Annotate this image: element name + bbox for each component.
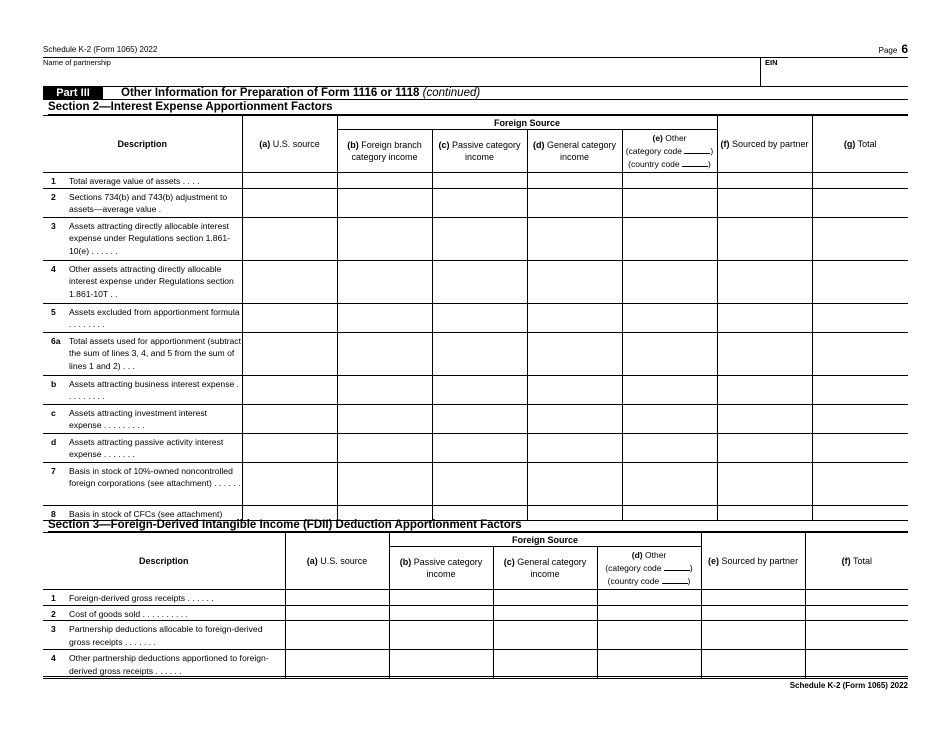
cell-a[interactable] [242,375,337,404]
cell-c[interactable] [432,188,527,217]
cell-a[interactable] [242,260,337,303]
cell-f[interactable] [717,188,812,217]
row-description: 3 Assets attracting directly allocable interest expense under Regulations section 1.861-10(e) . . . . . . [43,217,242,260]
cell-d[interactable] [527,303,622,332]
section-2-heading: Section 2—Interest Expense Apportionment Factors [48,100,908,115]
table-row [43,404,908,433]
cell-e[interactable] [701,621,805,650]
cell-a[interactable] [285,621,389,650]
cell-b[interactable] [337,462,432,505]
row-description: 6a Total assets used for apportionment (subtract the sum of lines 3, 4, and 5 from the sum of lines 1 and 2) . . . [43,332,242,375]
cell-f[interactable] [717,217,812,260]
cell-b[interactable] [389,650,493,679]
table-row [43,621,908,650]
cell-f[interactable] [717,332,812,375]
cell-a[interactable] [242,462,337,505]
s2-country-code-input[interactable] [682,158,708,167]
cell-a[interactable] [242,404,337,433]
s2-col-f-header: (f) Sourced by partner [717,116,812,173]
s2-col-g-header: (g) Total [812,116,908,173]
cell-f[interactable] [717,260,812,303]
row-description: b Assets attracting business interest expense . . . . . . . . . [43,375,242,404]
cell-c[interactable] [432,462,527,505]
section-3-table [43,532,908,679]
s2-col-e-header: (e) Other (category code ) (country code ) [622,130,717,173]
cell-g[interactable] [812,375,908,404]
form-footer [43,676,908,690]
row-description: 4 Other assets attracting directly allocable interest expense under Regulations section 1.861-10T . . [43,260,242,303]
cell-f[interactable] [717,433,812,462]
cell-e[interactable] [622,217,717,260]
s3-description-header: Description [43,533,285,590]
table-row [43,217,908,260]
cell-a[interactable] [285,605,389,621]
cell-d[interactable] [527,260,622,303]
cell-b[interactable] [337,173,432,189]
cell-a[interactable] [242,303,337,332]
s3-foreign-source-header: Foreign Source [389,533,701,547]
cell-c[interactable] [493,650,597,679]
cell-e[interactable] [622,462,717,505]
cell-f[interactable] [805,590,908,606]
table-row [43,332,908,375]
s2-col-c-header: (c) Passive category income [432,130,527,173]
s3-col-b-header: (b) Passive category income [389,547,493,590]
cell-d[interactable] [527,217,622,260]
cell-b[interactable] [337,217,432,260]
table-row [43,590,908,606]
cell-d[interactable] [527,462,622,505]
s3-col-d-header: (d) Other (category code ) (country code ) [597,547,701,590]
cell-g[interactable] [812,462,908,505]
cell-d[interactable] [597,590,701,606]
ein-field[interactable]: EIN [760,57,778,87]
s2-col-d-header: (d) General category income [527,130,622,173]
cell-a[interactable] [242,173,337,189]
form-name: Schedule K-2 (Form 1065) 2022 [43,45,158,54]
row-description: 3 Partnership deductions allocable to foreign-derived gross receipts . . . . . . . [43,621,285,650]
cell-f[interactable] [717,375,812,404]
cell-c[interactable] [493,621,597,650]
row-description: c Assets attracting investment interest expense . . . . . . . . . [43,404,242,433]
s3-category-code-input[interactable] [664,562,690,571]
row-description: 4 Other partnership deductions apportioned to foreign-derived gross receipts . . . . . . [43,650,285,679]
cell-b[interactable] [337,188,432,217]
page-number: 6 [901,42,908,56]
section-2-table [43,115,908,521]
cell-e[interactable] [622,260,717,303]
cell-f[interactable] [805,650,908,679]
row-description: 2 Cost of goods sold . . . . . . . . . . [43,605,285,621]
cell-f[interactable] [805,621,908,650]
section-3-heading: Section 3—Foreign-Derived Intangible Income (FDII) Deduction Apportionment Factors [48,518,908,532]
table-row [43,173,908,189]
cell-f[interactable] [805,605,908,621]
cell-g[interactable] [812,260,908,303]
cell-f[interactable] [717,462,812,505]
cell-d[interactable] [597,621,701,650]
cell-d[interactable] [527,375,622,404]
cell-b[interactable] [337,433,432,462]
cell-e[interactable] [622,303,717,332]
cell-b[interactable] [337,332,432,375]
cell-e[interactable] [622,332,717,375]
form-header [43,42,908,58]
part-header [43,87,908,100]
cell-g[interactable] [812,433,908,462]
s3-country-code-input[interactable] [662,575,688,584]
s2-col-b-header: (b) Foreign branch category income [337,130,432,173]
cell-e[interactable] [622,188,717,217]
cell-d[interactable] [527,173,622,189]
cell-b[interactable] [389,621,493,650]
cell-c[interactable] [432,375,527,404]
cell-d[interactable] [527,332,622,375]
table-row [43,260,908,303]
cell-c[interactable] [493,590,597,606]
cell-b[interactable] [337,375,432,404]
table-row [43,605,908,621]
part-badge: Part III [43,87,103,100]
cell-b[interactable] [337,303,432,332]
table-row [43,433,908,462]
s3-col-a-header: (a) U.S. source [285,533,389,590]
cell-e[interactable] [701,605,805,621]
s3-col-e-header: (e) Sourced by partner [701,533,805,590]
footer-form-name: Schedule K-2 (Form 1065) 2022 [789,681,908,690]
cell-e[interactable] [622,433,717,462]
cell-f[interactable] [717,303,812,332]
cell-g[interactable] [812,217,908,260]
cell-g[interactable] [812,303,908,332]
cell-c[interactable] [432,260,527,303]
cell-c[interactable] [432,332,527,375]
row-description: d Assets attracting passive activity interest expense . . . . . . . [43,433,242,462]
cell-d[interactable] [597,605,701,621]
cell-e[interactable] [701,590,805,606]
cell-e[interactable] [622,404,717,433]
cell-d[interactable] [527,404,622,433]
s2-foreign-source-header: Foreign Source [337,116,717,130]
cell-e[interactable] [622,173,717,189]
cell-g[interactable] [812,188,908,217]
cell-g[interactable] [812,404,908,433]
row-description: 5 Assets excluded from apportionment formula . . . . . . . . [43,303,242,332]
cell-b[interactable] [389,605,493,621]
row-description: 7 Basis in stock of 10%-owned noncontrolled foreign corporations (see attachment) . . . . . . [43,462,242,505]
cell-c[interactable] [432,433,527,462]
cell-f[interactable] [717,173,812,189]
table-row [43,188,908,217]
partnership-name-row [43,57,908,87]
cell-b[interactable] [337,260,432,303]
cell-a[interactable] [242,217,337,260]
part-title: Other Information for Preparation of Form 1116 or 1118 (continued) [121,87,481,99]
cell-a[interactable] [242,332,337,375]
cell-e[interactable] [622,375,717,404]
cell-d[interactable] [597,650,701,679]
section-2-rows [43,173,908,521]
s3-col-f-header: (f) Total [805,533,908,590]
s3-col-c-header: (c) General category income [493,547,597,590]
cell-c[interactable] [432,404,527,433]
cell-a[interactable] [242,188,337,217]
cell-a[interactable] [242,433,337,462]
name-of-partnership-field[interactable]: Name of partnership [43,58,111,67]
table-row [43,462,908,505]
row-description: 2 Sections 734(b) and 743(b) adjustment to assets—average value . [43,188,242,217]
cell-g[interactable] [812,173,908,189]
cell-c[interactable] [432,173,527,189]
s2-description-header: Description [43,116,242,173]
cell-b[interactable] [389,590,493,606]
s2-col-a-header: (a) U.S. source [242,116,337,173]
cell-g[interactable] [812,332,908,375]
cell-a[interactable] [285,650,389,679]
cell-c[interactable] [493,605,597,621]
table-row [43,375,908,404]
s2-category-code-input[interactable] [684,145,710,154]
cell-d[interactable] [527,188,622,217]
table-row [43,650,908,679]
row-description: 1 Total average value of assets . . . . [43,173,242,189]
section-3-rows [43,590,908,679]
cell-f[interactable] [717,404,812,433]
cell-e[interactable] [701,650,805,679]
cell-d[interactable] [527,433,622,462]
cell-c[interactable] [432,303,527,332]
cell-a[interactable] [285,590,389,606]
cell-c[interactable] [432,217,527,260]
cell-b[interactable] [337,404,432,433]
row-description: 1 Foreign-derived gross receipts . . . . . . [43,590,285,606]
row-description: 8 Basis in stock of CFCs (see attachment) [43,505,242,521]
table-row [43,303,908,332]
page-indicator: Page 6 [878,42,908,56]
